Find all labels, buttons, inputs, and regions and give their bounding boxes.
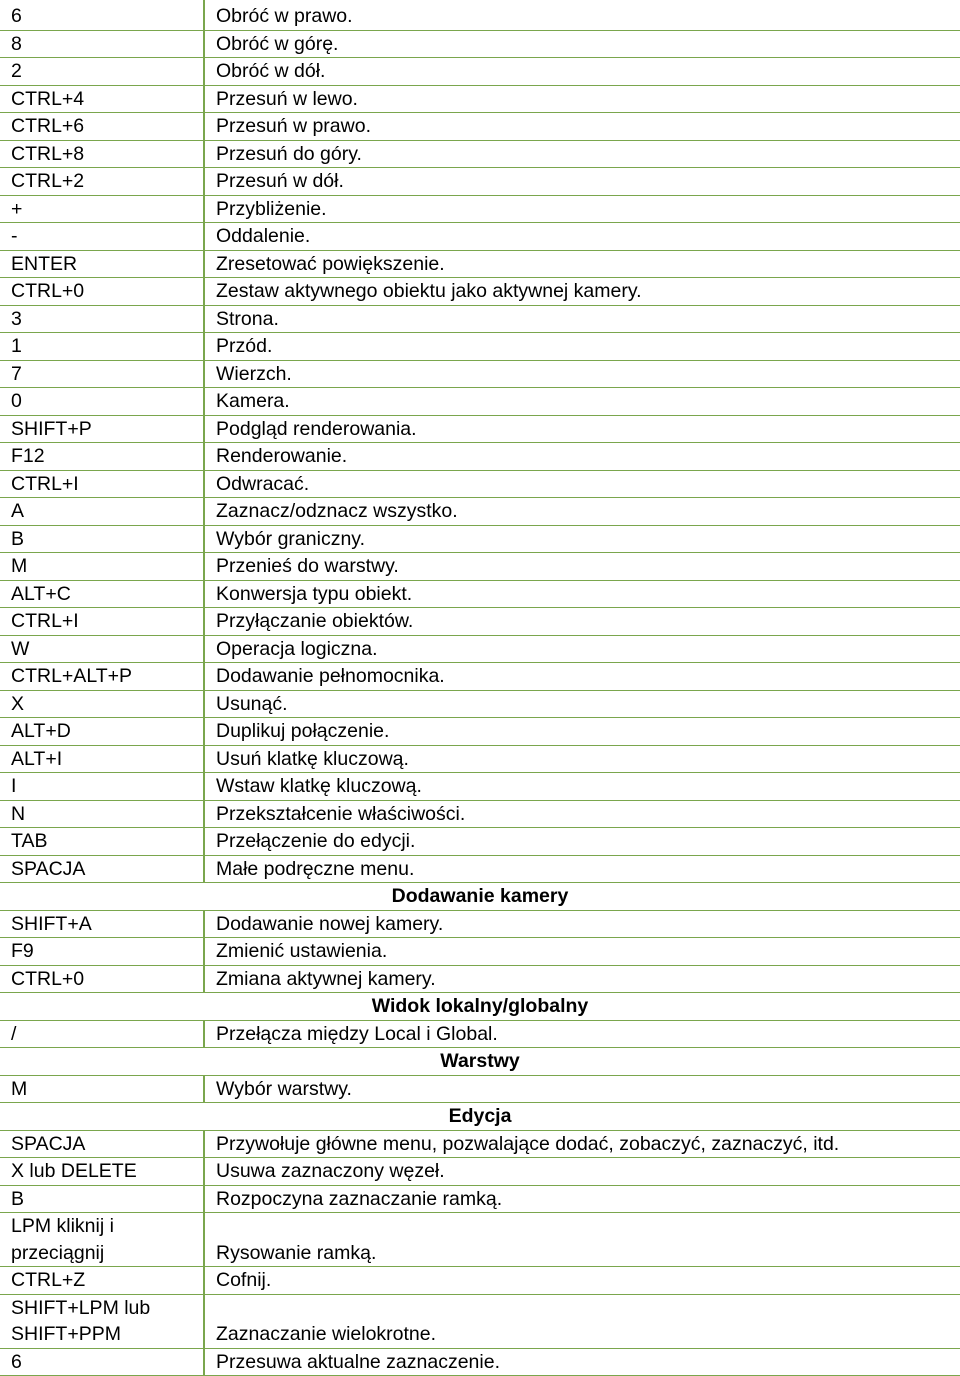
shortcut-description: Duplikuj połączenie. <box>204 718 960 746</box>
shortcut-key: SHIFT+LPM lub SHIFT+PPM <box>0 1294 204 1348</box>
shortcut-row <box>0 663 960 691</box>
shortcut-description: Kamera. <box>204 388 960 416</box>
shortcut-row <box>0 223 960 251</box>
section-heading-row <box>0 1048 960 1076</box>
shortcut-description: Wierzch. <box>204 360 960 388</box>
shortcut-row <box>0 58 960 86</box>
shortcut-description: Przesuń w lewo. <box>204 85 960 113</box>
shortcut-description: Konwersja typu obiekt. <box>204 580 960 608</box>
shortcut-row <box>0 1213 960 1267</box>
shortcut-description: Zresetować powiększenie. <box>204 250 960 278</box>
shortcut-key: / <box>0 1020 204 1048</box>
shortcut-row <box>0 250 960 278</box>
shortcut-key: A <box>0 498 204 526</box>
shortcut-key: CTRL+I <box>0 608 204 636</box>
shortcut-key: M <box>0 553 204 581</box>
shortcut-key: B <box>0 1185 204 1213</box>
shortcut-row <box>0 305 960 333</box>
shortcut-row <box>0 388 960 416</box>
shortcut-description: Odwracać. <box>204 470 960 498</box>
shortcut-key: 0 <box>0 388 204 416</box>
shortcut-row <box>0 965 960 993</box>
shortcut-key: ALT+C <box>0 580 204 608</box>
shortcut-description: Zmiana aktywnej kamery. <box>204 965 960 993</box>
shortcut-row <box>0 828 960 856</box>
shortcut-row <box>0 1158 960 1186</box>
shortcut-key: SPACJA <box>0 855 204 883</box>
shortcut-description: Rozpoczyna zaznaczanie ramką. <box>204 1185 960 1213</box>
shortcut-row <box>0 525 960 553</box>
shortcut-key: M <box>0 1075 204 1103</box>
shortcut-description: Cofnij. <box>204 1267 960 1295</box>
shortcut-key: CTRL+4 <box>0 85 204 113</box>
shortcut-key: SHIFT+P <box>0 415 204 443</box>
shortcut-key: X lub DELETE <box>0 1158 204 1186</box>
shortcut-description: Przywołuje główne menu, pozwalające dodać, zobaczyć, zaznaczyć, itd. <box>204 1130 960 1158</box>
shortcut-key: I <box>0 773 204 801</box>
shortcut-key: CTRL+2 <box>0 168 204 196</box>
shortcut-row <box>0 608 960 636</box>
shortcut-description: Małe podręczne menu. <box>204 855 960 883</box>
shortcut-key: 1 <box>0 333 204 361</box>
shortcut-description: Rysowanie ramką. <box>204 1213 960 1267</box>
shortcut-row <box>0 1075 960 1103</box>
shortcut-description: Obróć w górę. <box>204 30 960 58</box>
shortcut-description: Przybliżenie. <box>204 195 960 223</box>
shortcut-description: Podgląd renderowania. <box>204 415 960 443</box>
shortcut-key: TAB <box>0 828 204 856</box>
shortcut-key: ALT+D <box>0 718 204 746</box>
shortcut-description: Obróć w dół. <box>204 58 960 86</box>
shortcut-description: Dodawanie pełnomocnika. <box>204 663 960 691</box>
shortcut-key: 6 <box>0 1348 204 1376</box>
shortcut-key: 3 <box>0 305 204 333</box>
shortcut-key: CTRL+6 <box>0 113 204 141</box>
shortcut-row <box>0 580 960 608</box>
shortcut-row <box>0 470 960 498</box>
section-heading-row <box>0 883 960 911</box>
section-heading: Edycja <box>0 1103 960 1131</box>
shortcut-description: Przesuń w dół. <box>204 168 960 196</box>
shortcut-description: Wybór graniczny. <box>204 525 960 553</box>
shortcut-row <box>0 30 960 58</box>
shortcut-description: Usuń klatkę kluczową. <box>204 745 960 773</box>
shortcut-description: Strona. <box>204 305 960 333</box>
shortcut-description: Przesuwa aktualne zaznaczenie. <box>204 1348 960 1376</box>
section-heading: Warstwy <box>0 1048 960 1076</box>
shortcut-description: Usunąć. <box>204 690 960 718</box>
shortcut-key: ALT+I <box>0 745 204 773</box>
shortcut-row <box>0 773 960 801</box>
shortcut-row <box>0 800 960 828</box>
shortcut-key: F9 <box>0 938 204 966</box>
shortcut-key: LPM kliknij i przeciągnij <box>0 1213 204 1267</box>
shortcut-description: Operacja logiczna. <box>204 635 960 663</box>
shortcut-key: CTRL+I <box>0 470 204 498</box>
shortcut-key: 8 <box>0 30 204 58</box>
shortcut-key: CTRL+0 <box>0 965 204 993</box>
shortcut-row <box>0 415 960 443</box>
shortcut-description: Oddalenie. <box>204 223 960 251</box>
shortcut-row <box>0 195 960 223</box>
shortcut-description: Wybór warstwy. <box>204 1075 960 1103</box>
shortcut-row <box>0 553 960 581</box>
shortcut-description: Zaznaczanie wielokrotne. <box>204 1294 960 1348</box>
section-heading-row <box>0 993 960 1021</box>
shortcut-description: Przekształcenie właściwości. <box>204 800 960 828</box>
shortcut-row <box>0 443 960 471</box>
shortcut-key: N <box>0 800 204 828</box>
shortcut-row <box>0 1348 960 1376</box>
shortcut-row <box>0 1267 960 1295</box>
shortcut-row <box>0 0 960 30</box>
shortcut-key: 6 <box>0 0 204 30</box>
shortcut-key: + <box>0 195 204 223</box>
shortcut-description: Przyłączanie obiektów. <box>204 608 960 636</box>
shortcut-row <box>0 745 960 773</box>
shortcut-row <box>0 85 960 113</box>
shortcut-description: Zestaw aktywnego obiektu jako aktywnej kamery. <box>204 278 960 306</box>
shortcut-row <box>0 1185 960 1213</box>
shortcut-key: CTRL+0 <box>0 278 204 306</box>
shortcut-description: Zmienić ustawienia. <box>204 938 960 966</box>
shortcut-row <box>0 1020 960 1048</box>
shortcut-row <box>0 855 960 883</box>
section-heading-row <box>0 1103 960 1131</box>
shortcut-description: Przenieś do warstwy. <box>204 553 960 581</box>
shortcut-key: 7 <box>0 360 204 388</box>
shortcut-row <box>0 278 960 306</box>
shortcut-row <box>0 113 960 141</box>
shortcut-row <box>0 140 960 168</box>
shortcut-key: CTRL+Z <box>0 1267 204 1295</box>
shortcut-description: Obróć w prawo. <box>204 0 960 30</box>
section-heading: Dodawanie kamery <box>0 883 960 911</box>
shortcut-row <box>0 333 960 361</box>
shortcut-row <box>0 938 960 966</box>
shortcut-description: Przesuń w prawo. <box>204 113 960 141</box>
shortcut-key: SPACJA <box>0 1130 204 1158</box>
shortcut-description: Wstaw klatkę kluczową. <box>204 773 960 801</box>
shortcut-key: 2 <box>0 58 204 86</box>
shortcut-row <box>0 168 960 196</box>
shortcut-row <box>0 1294 960 1348</box>
shortcut-key: CTRL+ALT+P <box>0 663 204 691</box>
shortcut-row <box>0 910 960 938</box>
shortcut-description: Usuwa zaznaczony węzeł. <box>204 1158 960 1186</box>
shortcut-key: SHIFT+A <box>0 910 204 938</box>
shortcut-row <box>0 690 960 718</box>
shortcut-key: - <box>0 223 204 251</box>
shortcut-key: F12 <box>0 443 204 471</box>
shortcut-row <box>0 1130 960 1158</box>
section-heading: Widok lokalny/globalny <box>0 993 960 1021</box>
shortcut-description: Przód. <box>204 333 960 361</box>
shortcut-description: Przełącza między Local i Global. <box>204 1020 960 1048</box>
shortcut-row <box>0 360 960 388</box>
shortcut-key: B <box>0 525 204 553</box>
shortcut-description: Dodawanie nowej kamery. <box>204 910 960 938</box>
shortcut-description: Renderowanie. <box>204 443 960 471</box>
shortcut-key: ENTER <box>0 250 204 278</box>
shortcut-description: Przełączenie do edycji. <box>204 828 960 856</box>
shortcut-description: Zaznacz/odznacz wszystko. <box>204 498 960 526</box>
shortcut-key: X <box>0 690 204 718</box>
shortcut-key: W <box>0 635 204 663</box>
shortcut-row <box>0 718 960 746</box>
shortcut-row <box>0 635 960 663</box>
shortcut-row <box>0 498 960 526</box>
shortcut-key: CTRL+8 <box>0 140 204 168</box>
shortcut-description: Przesuń do góry. <box>204 140 960 168</box>
